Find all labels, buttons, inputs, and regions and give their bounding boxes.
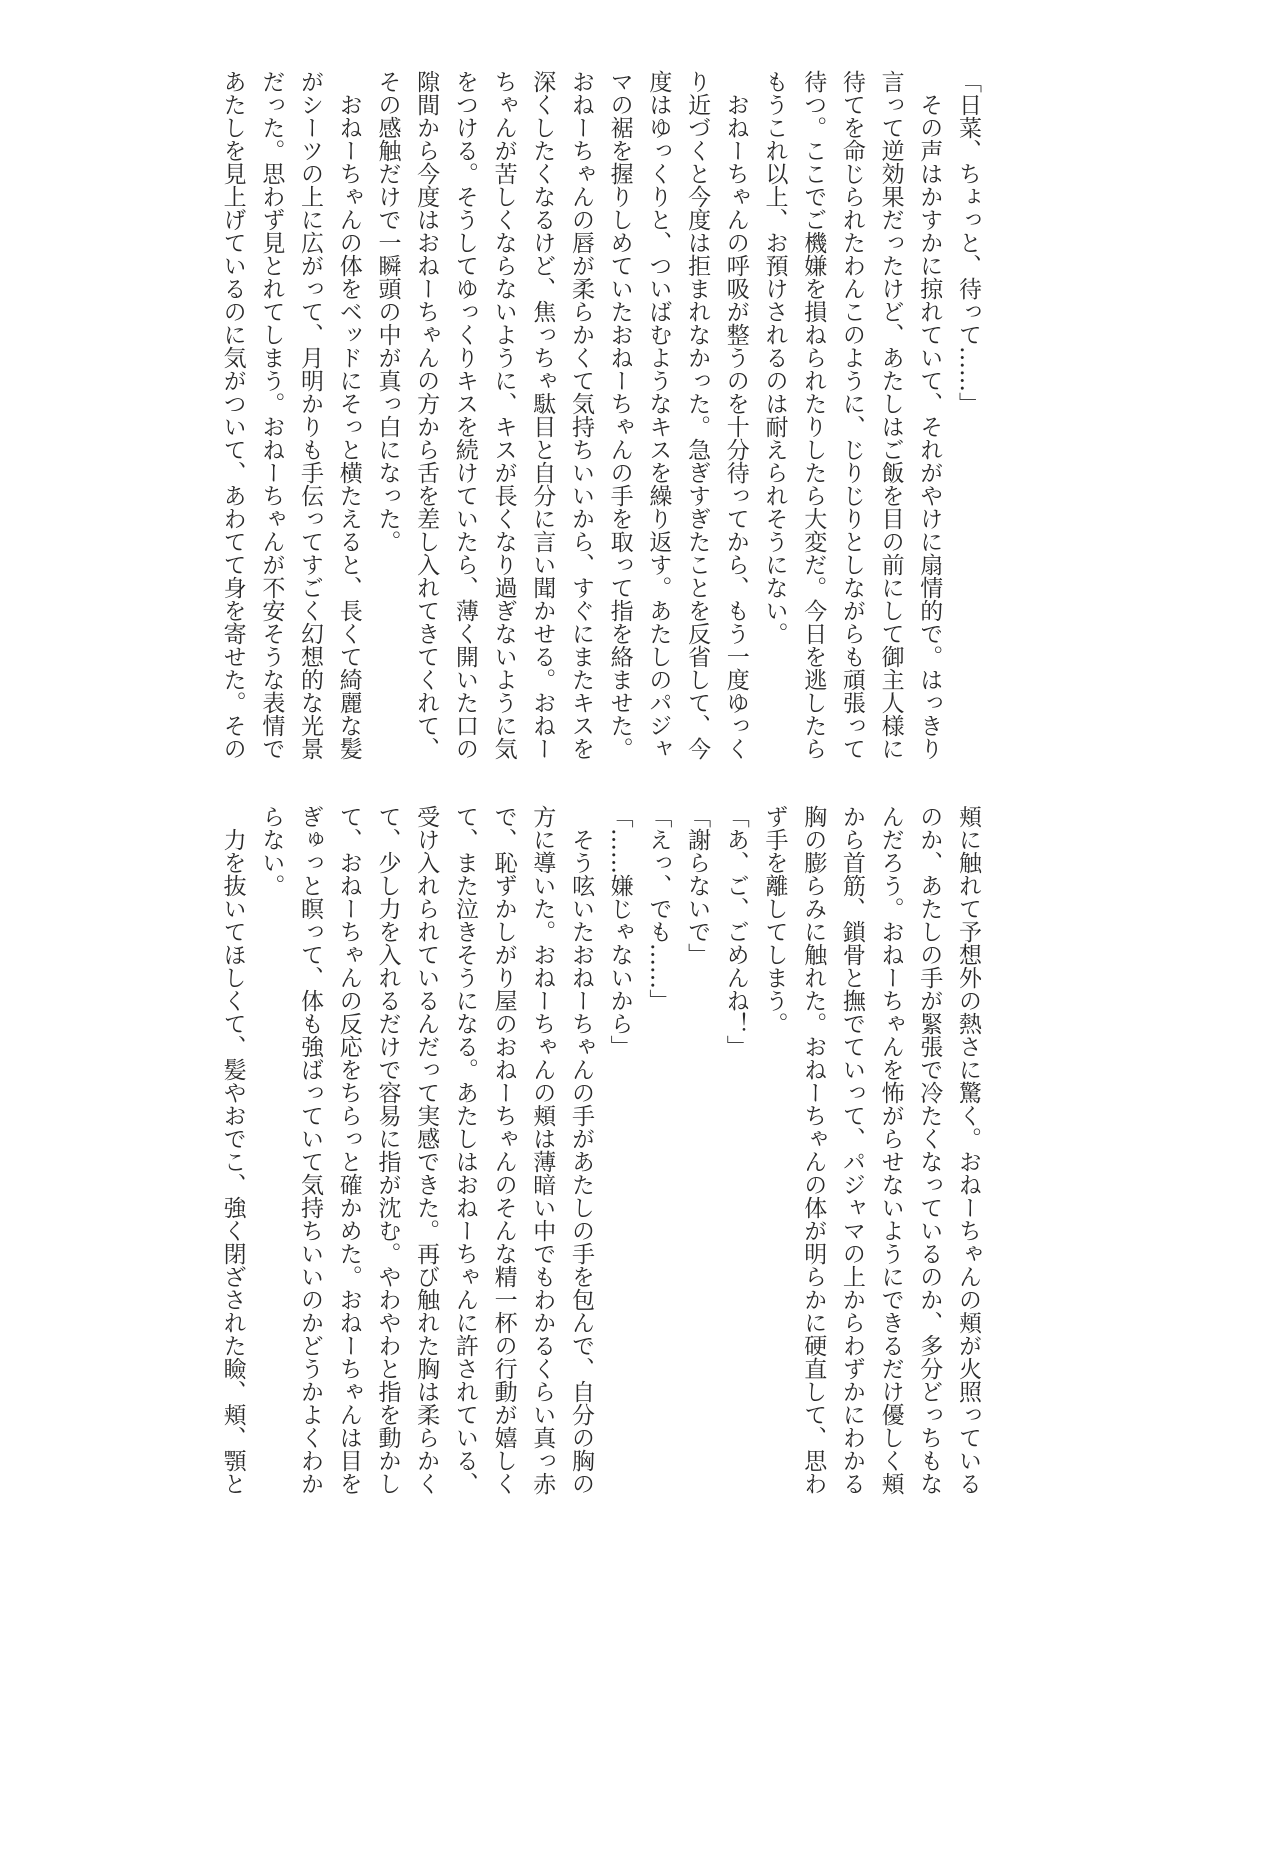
text-line: 受け入れられているんだって実感できた。再び触れた胸は柔らかく [413, 805, 440, 1495]
text-line: その感触だけで一瞬頭の中が真っ白になった。 [374, 70, 401, 553]
text-line: 「謝らないで」 [684, 805, 711, 966]
text-line: 「……嫌じゃないから」 [606, 805, 633, 1058]
text-line: て、おねーちゃんの反応をちらっと確かめた。おねーちゃんは目を [335, 805, 362, 1495]
text-line: 「日菜、ちょっと、待って……」 [955, 70, 981, 415]
text-line: おねーちゃんの唇が柔らかくて気持ちいいから、すぐにまたキスを [567, 70, 594, 760]
text-line: あたしを見上げているのに気がついて、あわてて身を寄せた。その [219, 70, 246, 760]
text-line: 「えっ、でも……」 [645, 805, 672, 1012]
text-line: おねーちゃんの呼吸が整うのを十分待ってから、もう一度ゆっく [722, 70, 749, 760]
text-line: 方に導いた。おねーちゃんの頬は薄暗い中でもわかるくらい真っ赤 [529, 805, 556, 1495]
text-line: 度はゆっくりと、ついばむようなキスを繰り返す。あたしのパジャ [645, 70, 672, 760]
text-line: て、また泣きそうになる。あたしはおねーちゃんに許されている、 [451, 805, 478, 1495]
text-line: 深くしたくなるけど、焦っちゃ駄目と自分に言い聞かせる。おねー [529, 70, 556, 760]
text-line: で、恥ずかしがり屋のおねーちゃんのそんな精一杯の行動が嬉しく [490, 805, 517, 1495]
text-line: がシーツの上に広がって、月明かりも手伝ってすごく幻想的な光景 [297, 70, 324, 760]
text-line: 隙間から今度はおねーちゃんの方から舌を差し入れてきてくれて、 [413, 70, 440, 760]
text-line: ず手を離してしまう。 [761, 805, 788, 1035]
text-line: その声はかすかに掠れていて、それがやけに扇情的で。はっきり [916, 70, 943, 760]
text-line: 胸の膨らみに触れた。おねーちゃんの体が明らかに硬直して、思わ [800, 805, 827, 1495]
text-line: 待つ。ここでご機嫌を損ねられたりしたら大変だ。今日を逃したら [800, 70, 827, 760]
text-line: らない。 [258, 805, 285, 897]
text-line: だった。思わず見とれてしまう。おねーちゃんが不安そうな表情で [258, 70, 285, 760]
text-line: んだろう。おねーちゃんを怖がらせないようにできるだけ優しく頬 [877, 805, 904, 1495]
text-line: ぎゅっと瞑って、体も強ばっていて気持ちいいのかどうかよくわか [297, 805, 324, 1495]
text-line: をつける。そうしてゆっくりキスを続けていたら、薄く開いた口の [451, 70, 478, 760]
text-line: て、少し力を入れるだけで容易に指が沈む。やわやわと指を動かし [374, 805, 401, 1495]
text-block-bottom [135, 805, 987, 1495]
text-line: そう呟いたおねーちゃんの手があたしの手を包んで、自分の胸の [567, 805, 594, 1495]
text-line: 力を抜いてほしくて、髪やおでこ、強く閉ざされた瞼、頬、顎と [219, 805, 246, 1495]
text-line: 「あ、ご、ごめんね！」 [722, 805, 749, 1058]
text-line: おねーちゃんの体をベッドにそっと横たえると、長くて綺麗な髪 [335, 70, 362, 760]
text-line: り近づくと今度は拒まれなかった。急ぎすぎたことを反省して、今 [684, 70, 711, 760]
text-line: 言って逆効果だったけど、あたしはご飯を目の前にして御主人様に [877, 70, 904, 760]
text-line: のか、あたしの手が緊張で冷たくなっているのか、多分どっちもな [916, 805, 943, 1495]
text-line: 待てを命じられたわんこのように、じりじりとしながらも頑張って [838, 70, 865, 760]
text-line: ちゃんが苦しくならないように、キスが長くなり過ぎないように気 [490, 70, 517, 760]
text-line: 頬に触れて予想外の熱さに驚く。おねーちゃんの頬が火照っている [955, 805, 981, 1495]
text-line: もうこれ以上、お預けされるのは耐えられそうにない。 [761, 70, 788, 645]
text-block-top [135, 70, 987, 760]
text-line: マの裾を握りしめていたおねーちゃんの手を取って指を絡ませた。 [606, 70, 633, 760]
text-line: から首筋、鎖骨と撫でていって、パジャマの上からわずかにわかる [838, 805, 865, 1495]
